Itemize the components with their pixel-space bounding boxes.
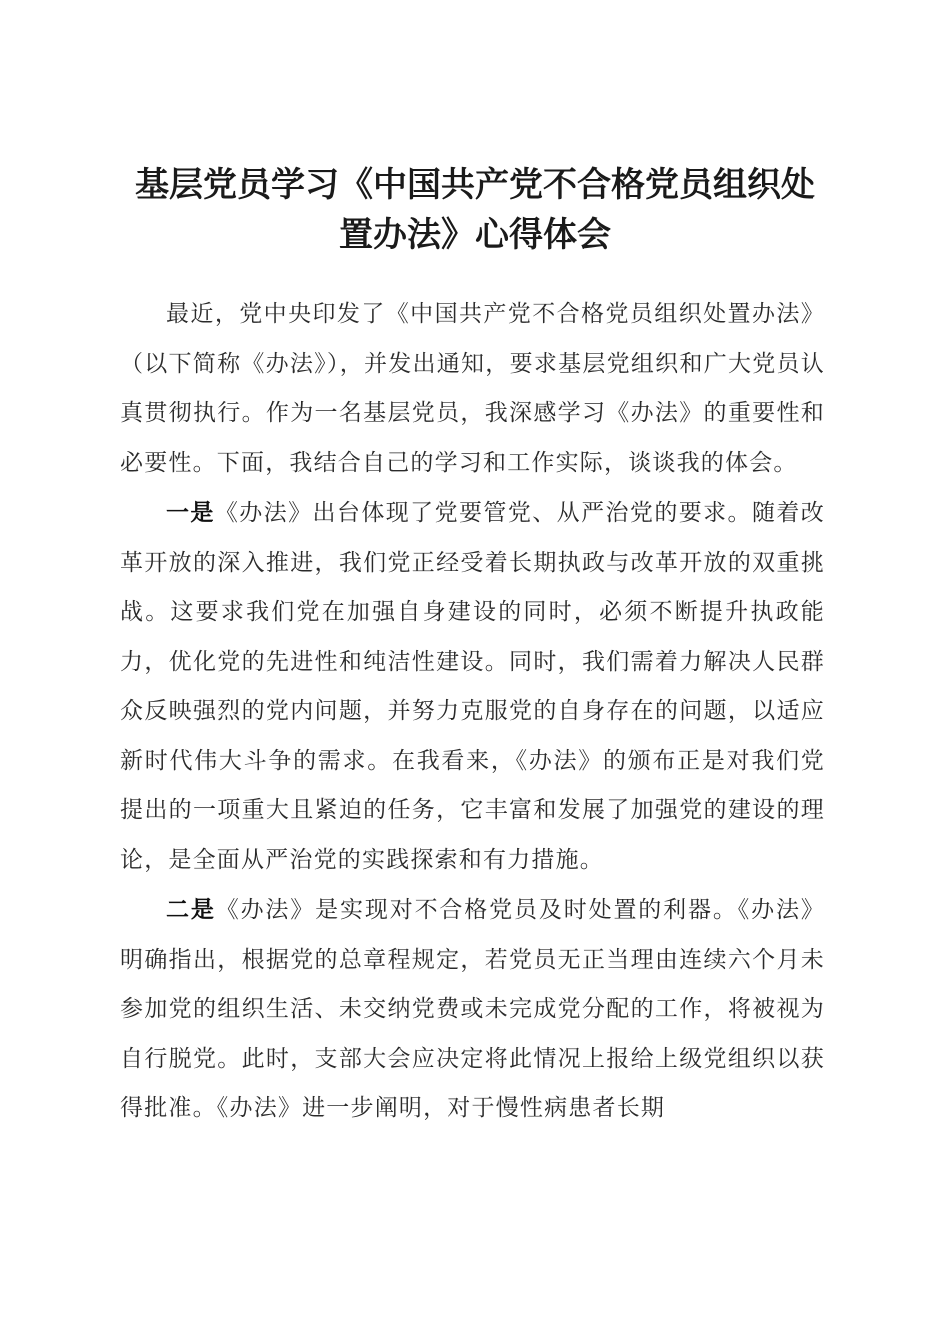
paragraph-text: 《办法》是实现对不合格党员及时处置的利器。《办法》明确指出，根据党的总章程规定，若党员无正当理由连续六个月未参加党的组织生活、未交纳党费或未完成党分配的工作，将被视为自行脱党。此时，支部大会应决定将此情况上报给上级党组织以获得批准。《办法》进一步阐明，对于慢性病患者长期 [120, 897, 825, 1121]
paragraph-point-two [120, 885, 825, 1134]
title-line-1: 基层党员学习《中国共产党不合格党员组织处 [135, 165, 815, 205]
document-title [100, 160, 850, 260]
paragraph-text: 《办法》出台体现了党要管党、从严治党的要求。随着改革开放的深入推进，我们党正经受着长期执政与改革开放的双重挑战。这要求我们党在加强自身建设的同时，必须不断提升执政能力，优化党的先进性和纯洁性建设。同时，我们需着力解决人民群众反映强烈的党内问题，并努力克服党的自身存在的问题，以适应新时代伟大斗争的需求。在我看来，《办法》的颁布正是对我们党提出的一项重大且紧迫的任务，它丰富和发展了加强党的建设的理论，是全面从严治党的实践探索和有力措施。 [120, 500, 826, 873]
document-body [120, 290, 825, 1134]
paragraph-intro [120, 290, 825, 488]
paragraph-lead: 二是 [166, 896, 216, 923]
paragraph-point-one [120, 488, 825, 885]
title-line-2: 置办法》心得体会 [339, 215, 611, 255]
paragraph-lead: 一是 [166, 499, 215, 526]
paragraph-text: 最近，党中央印发了《中国共产党不合格党员组织处置办法》（以下简称《办法》），并发出通知，要求基层党组织和广大党员认真贯彻执行。作为一名基层党员，我深感学习《办法》的重要性和必要性。下面，我结合自己的学习和工作实际，谈谈我的体会。 [120, 301, 825, 476]
